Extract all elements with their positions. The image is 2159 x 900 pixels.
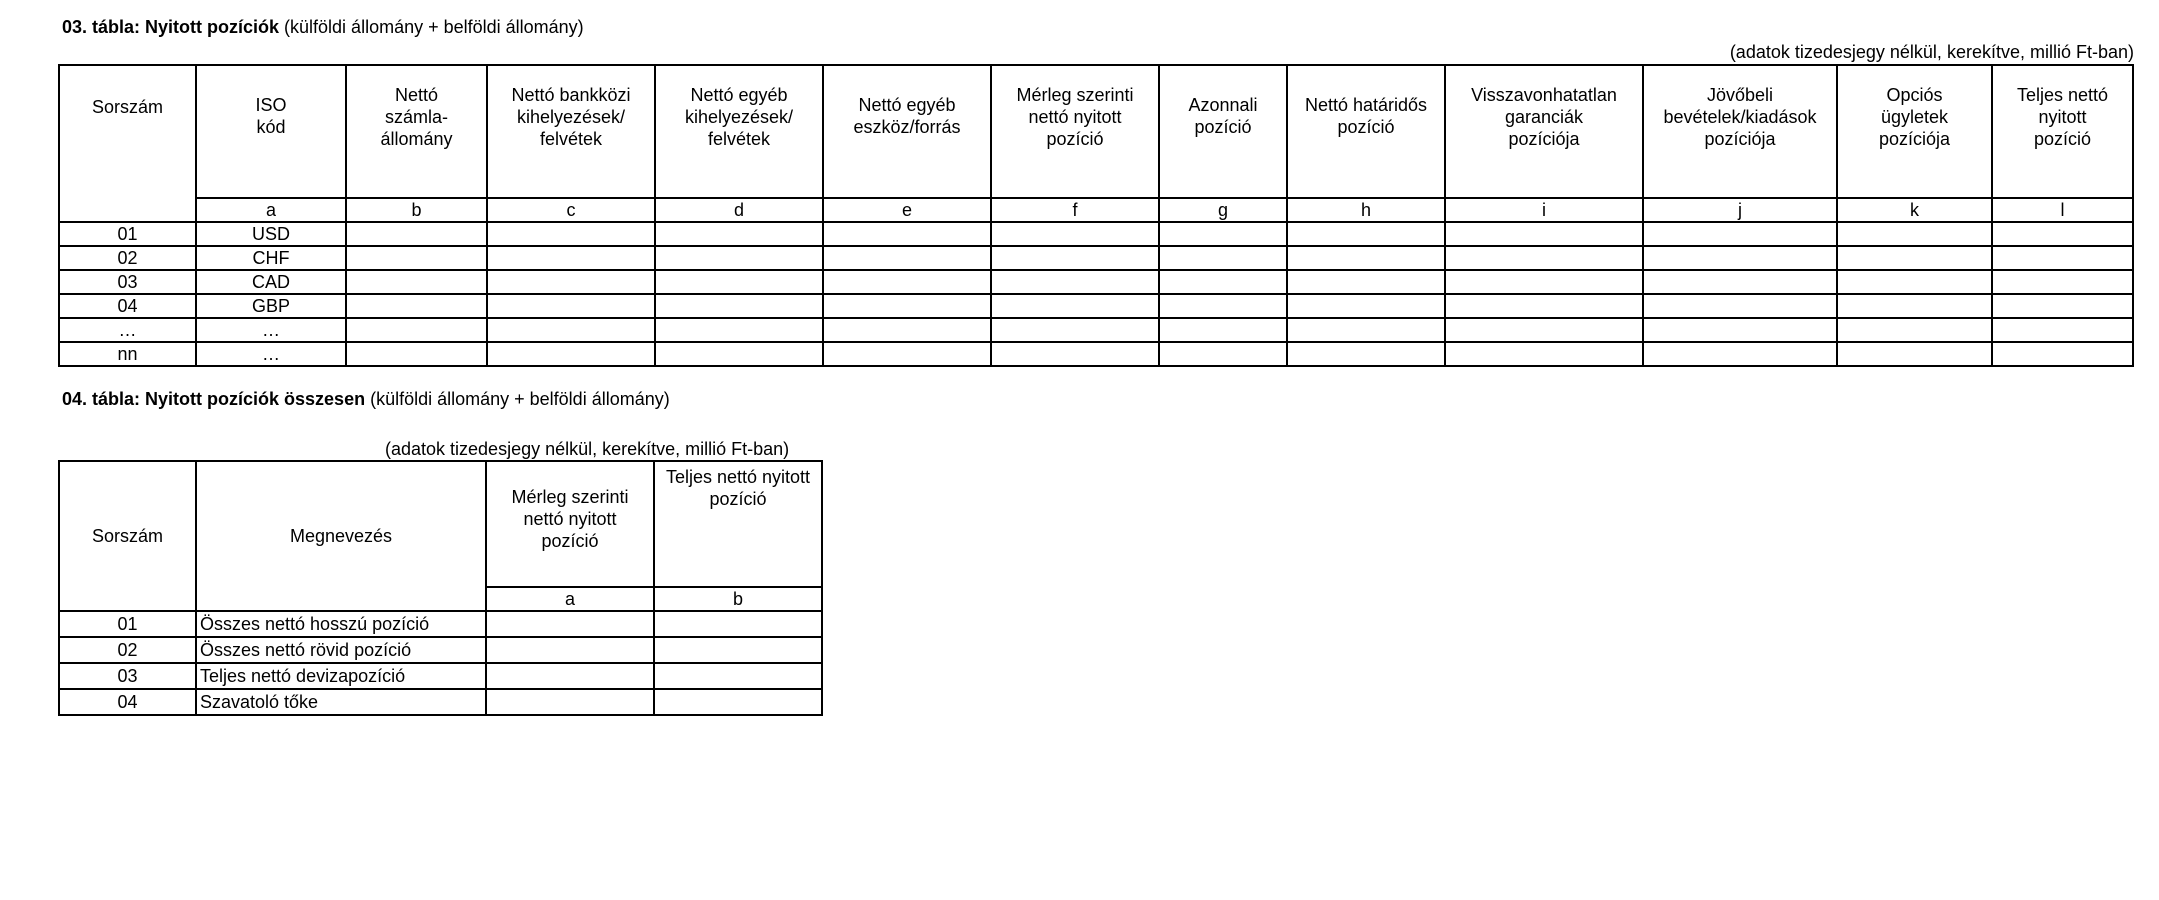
table1-header-col-i-line: Visszavonhatatlan bbox=[1471, 85, 1617, 105]
table1-data-cell[interactable] bbox=[1287, 342, 1445, 366]
table1-data-cell[interactable] bbox=[346, 342, 487, 366]
table1-data-cell[interactable] bbox=[487, 294, 655, 318]
table1-data-cell[interactable] bbox=[655, 222, 823, 246]
table1-header-col-c-line: kihelyezések/ bbox=[516, 107, 626, 127]
table1-data-cell[interactable] bbox=[346, 318, 487, 342]
table1-row-number: 04 bbox=[59, 294, 196, 318]
table1-row-number: … bbox=[59, 318, 196, 342]
table2-caption-subtitle: (külföldi állomány + belföldi állomány) bbox=[365, 389, 670, 409]
table1-data-cell[interactable] bbox=[1159, 270, 1287, 294]
table1-data-cell[interactable] bbox=[991, 246, 1159, 270]
table1-data-cell[interactable] bbox=[1445, 222, 1643, 246]
table2-header-sorszam: Sorszám bbox=[59, 461, 196, 611]
table1-col-letter-k: k bbox=[1837, 198, 1992, 222]
table-row bbox=[59, 318, 2133, 342]
table1-data-cell[interactable] bbox=[1837, 222, 1992, 246]
table2-data-cell[interactable] bbox=[486, 663, 654, 689]
table2-data-cell[interactable] bbox=[486, 689, 654, 715]
table1-row-iso-code: … bbox=[196, 342, 346, 366]
table2-header-megnevezes: Megnevezés bbox=[196, 461, 486, 611]
table2-row-number: 04 bbox=[59, 689, 196, 715]
table1-row-iso-code: USD bbox=[196, 222, 346, 246]
table1-col-letter-e: e bbox=[823, 198, 991, 222]
table1-data-cell[interactable] bbox=[1837, 318, 1992, 342]
table1-header-col-b bbox=[346, 65, 487, 198]
table1-header-col-k-line: Opciós bbox=[1886, 85, 1943, 105]
table1-data-cell[interactable] bbox=[655, 246, 823, 270]
table1-header-col-b-line: számla- bbox=[384, 107, 448, 127]
table1-data-cell[interactable] bbox=[487, 270, 655, 294]
table1-data-cell[interactable] bbox=[823, 222, 991, 246]
table1-data-cell[interactable] bbox=[1643, 246, 1837, 270]
table1-header-col-d-line: kihelyezések/ bbox=[684, 107, 794, 127]
table1-header-col-j-line: pozíciója bbox=[1704, 129, 1776, 149]
table1-data-cell[interactable] bbox=[487, 246, 655, 270]
table1-header-col-d-line: felvétek bbox=[707, 129, 771, 149]
table1-row-number: nn bbox=[59, 342, 196, 366]
table1-data-cell[interactable] bbox=[991, 270, 1159, 294]
table1-data-cell[interactable] bbox=[1159, 318, 1287, 342]
table1-data-cell[interactable] bbox=[1643, 270, 1837, 294]
table1-row-iso-code: CHF bbox=[196, 246, 346, 270]
table1-data-cell[interactable] bbox=[1287, 318, 1445, 342]
table1-header-col-g-line: Azonnali bbox=[1188, 95, 1258, 115]
table1-data-cell[interactable] bbox=[1445, 318, 1643, 342]
table1-data-cell[interactable] bbox=[655, 342, 823, 366]
table1-header-col-l-line: Teljes nettó bbox=[2016, 85, 2109, 105]
table1-data-cell[interactable] bbox=[991, 222, 1159, 246]
table1-header-col-c-line: Nettó bankközi bbox=[511, 85, 631, 105]
table1-header-col-a-line: kód bbox=[256, 117, 286, 137]
table2-row-number: 02 bbox=[59, 637, 196, 663]
table1-row-number: 02 bbox=[59, 246, 196, 270]
table1-header-col-e bbox=[823, 65, 991, 198]
table1-data-cell[interactable] bbox=[1159, 222, 1287, 246]
table2-header-col-b-line: pozíció bbox=[709, 489, 767, 509]
table1-caption bbox=[62, 17, 584, 38]
table1-header-col-j-line: bevételek/kiadások bbox=[1663, 107, 1817, 127]
table1-header-col-l-line: nyitott bbox=[2038, 107, 2087, 127]
table2-data-cell[interactable] bbox=[654, 689, 822, 715]
table1-col-letter-j: j bbox=[1643, 198, 1837, 222]
table1-header-col-g bbox=[1159, 65, 1287, 198]
table-row bbox=[59, 222, 2133, 246]
table1-data-cell[interactable] bbox=[1992, 318, 2133, 342]
table1-data-cell[interactable] bbox=[991, 342, 1159, 366]
table1-header-col-i-line: pozíciója bbox=[1508, 129, 1580, 149]
table1-data-cell[interactable] bbox=[823, 342, 991, 366]
table1-col-letter-d: d bbox=[655, 198, 823, 222]
table1-data-cell[interactable] bbox=[1159, 342, 1287, 366]
table1-header-col-l bbox=[1992, 65, 2133, 198]
table1-header-col-f-line: nettó nyitott bbox=[1028, 107, 1122, 127]
table1-header-col-j bbox=[1643, 65, 1837, 198]
table1-data-cell[interactable] bbox=[1992, 246, 2133, 270]
table2-data-cell[interactable] bbox=[486, 611, 654, 637]
table1-data-cell[interactable] bbox=[1837, 246, 1992, 270]
table1-row-iso-code: CAD bbox=[196, 270, 346, 294]
table1-caption-subtitle: (külföldi állomány + belföldi állomány) bbox=[279, 17, 584, 37]
table1-data-cell[interactable] bbox=[1992, 222, 2133, 246]
table1-header-col-k-line: pozíciója bbox=[1878, 129, 1951, 149]
table-row bbox=[59, 246, 2133, 270]
table1-header-col-k-line: ügyletek bbox=[1880, 107, 1949, 127]
table2-header-col-a-line: nettó nyitott bbox=[523, 509, 617, 529]
table1-header-col-k bbox=[1837, 65, 1992, 198]
table1-header-col-f-line: pozíció bbox=[1046, 129, 1104, 149]
table1-data-cell[interactable] bbox=[823, 294, 991, 318]
table2-caption-title: 04. tábla: Nyitott pozíciók összesen bbox=[62, 389, 366, 409]
table1-data-cell[interactable] bbox=[346, 294, 487, 318]
table1-data-cell[interactable] bbox=[823, 318, 991, 342]
table-row bbox=[59, 294, 2133, 318]
table1-data-cell[interactable] bbox=[346, 222, 487, 246]
table1-data-cell[interactable] bbox=[346, 246, 487, 270]
table1-row-number: 01 bbox=[59, 222, 196, 246]
table1-data-cell[interactable] bbox=[991, 294, 1159, 318]
table2-data-cell[interactable] bbox=[654, 611, 822, 637]
table1-header-col-h-line: Nettó határidős bbox=[1304, 95, 1428, 115]
table1-data-cell[interactable] bbox=[487, 222, 655, 246]
table1-header-col-a bbox=[196, 65, 346, 198]
table1-data-cell[interactable] bbox=[991, 318, 1159, 342]
table1-data-cell[interactable] bbox=[1445, 246, 1643, 270]
table1-data-cell[interactable] bbox=[487, 342, 655, 366]
table1-header-col-e-line: Nettó egyéb bbox=[858, 95, 956, 115]
table1-data-cell[interactable] bbox=[1837, 294, 1992, 318]
table1-header-col-f-line: Mérleg szerinti bbox=[1016, 85, 1134, 105]
table1-data-cell[interactable] bbox=[1992, 294, 2133, 318]
table2-col-letter-a: a bbox=[486, 587, 654, 611]
table2-row-name: Összes nettó rövid pozíció bbox=[196, 637, 486, 663]
table2-data-cell[interactable] bbox=[654, 663, 822, 689]
table1-col-letter-h: h bbox=[1287, 198, 1445, 222]
table1-header-col-b-line: állomány bbox=[380, 129, 453, 149]
table2-data-cell[interactable] bbox=[654, 637, 822, 663]
table1-data-cell[interactable] bbox=[1287, 270, 1445, 294]
table1-data-cell[interactable] bbox=[1992, 342, 2133, 366]
table1-data-cell[interactable] bbox=[1445, 342, 1643, 366]
table1-header-col-d-line: Nettó egyéb bbox=[690, 85, 788, 105]
table2-open-positions-total bbox=[58, 460, 823, 716]
table-row bbox=[59, 270, 2133, 294]
table2-row-number: 03 bbox=[59, 663, 196, 689]
table1-data-cell[interactable] bbox=[1287, 294, 1445, 318]
table1-header-col-h-line: pozíció bbox=[1337, 117, 1395, 137]
table1-data-cell[interactable] bbox=[655, 294, 823, 318]
table2-header-col-b bbox=[654, 461, 822, 587]
table1-header-col-c bbox=[487, 65, 655, 198]
table1-row-iso-code: … bbox=[196, 318, 346, 342]
table1-row-iso-code: GBP bbox=[196, 294, 346, 318]
table1-col-letter-f: f bbox=[991, 198, 1159, 222]
table-row bbox=[59, 663, 822, 689]
table1-col-letter-g: g bbox=[1159, 198, 1287, 222]
table-row bbox=[59, 637, 822, 663]
table1-open-positions bbox=[58, 64, 2134, 367]
table2-caption bbox=[62, 389, 670, 410]
table1-data-cell[interactable] bbox=[487, 318, 655, 342]
table2-header-col-b-line: Teljes nettó nyitott bbox=[665, 467, 811, 487]
table1-header-col-i bbox=[1445, 65, 1643, 198]
table1-unit-note: (adatok tizedesjegy nélkül, kerekítve, millió Ft-ban) bbox=[1729, 42, 2134, 62]
table2-unit-note: (adatok tizedesjegy nélkül, kerekítve, millió Ft-ban) bbox=[385, 439, 790, 459]
table1-header-col-l-line: pozíció bbox=[2033, 129, 2092, 149]
table1-header-col-j-line: Jövőbeli bbox=[1706, 85, 1774, 105]
table1-header-col-d bbox=[655, 65, 823, 198]
table1-caption-title: 03. tábla: Nyitott pozíciók bbox=[62, 17, 280, 37]
table1-data-cell[interactable] bbox=[1643, 318, 1837, 342]
table1-col-letter-i: i bbox=[1445, 198, 1643, 222]
table2-row-name: Teljes nettó devizapozíció bbox=[196, 663, 486, 689]
table1-row-number: 03 bbox=[59, 270, 196, 294]
table2-data-cell[interactable] bbox=[486, 637, 654, 663]
table2-row-number: 01 bbox=[59, 611, 196, 637]
table1-data-cell[interactable] bbox=[346, 270, 487, 294]
table1-header-col-a-line: ISO bbox=[255, 95, 287, 115]
table1-data-cell[interactable] bbox=[1643, 222, 1837, 246]
table1-header-col-e-line: eszköz/forrás bbox=[853, 117, 961, 137]
table1-data-cell[interactable] bbox=[1287, 246, 1445, 270]
table1-header-col-b-line: Nettó bbox=[394, 85, 439, 105]
table2-row-name: Összes nettó hosszú pozíció bbox=[196, 611, 486, 637]
table2-col-letter-b: b bbox=[654, 587, 822, 611]
table1-col-letter-b: b bbox=[346, 198, 487, 222]
table1-data-cell[interactable] bbox=[823, 246, 991, 270]
table1-header-col-i-line: garanciák bbox=[1504, 107, 1584, 127]
table1-header-sorszam: Sorszám bbox=[59, 65, 196, 222]
table1-data-cell[interactable] bbox=[1992, 270, 2133, 294]
table2-header-col-a-line: pozíció bbox=[541, 531, 599, 551]
table1-data-cell[interactable] bbox=[1837, 270, 1992, 294]
table1-header-col-h bbox=[1287, 65, 1445, 198]
table1-header-col-g-line: pozíció bbox=[1194, 117, 1252, 137]
table1-data-cell[interactable] bbox=[1445, 270, 1643, 294]
table1-data-cell[interactable] bbox=[1643, 342, 1837, 366]
table1-col-letter-c: c bbox=[487, 198, 655, 222]
table1-col-letter-l: l bbox=[1992, 198, 2133, 222]
table1-data-cell[interactable] bbox=[1643, 294, 1837, 318]
table-row bbox=[59, 689, 822, 715]
table2-header-col-a-line: Mérleg szerinti bbox=[511, 487, 629, 507]
table1-data-cell[interactable] bbox=[1837, 342, 1992, 366]
table1-data-cell[interactable] bbox=[1159, 246, 1287, 270]
table2-header-col-a bbox=[486, 461, 654, 587]
table1-data-cell[interactable] bbox=[655, 270, 823, 294]
table1-data-cell[interactable] bbox=[823, 270, 991, 294]
table-row bbox=[59, 342, 2133, 366]
table1-data-cell[interactable] bbox=[655, 318, 823, 342]
table2-row-name: Szavatoló tőke bbox=[196, 689, 486, 715]
table1-col-letter-a: a bbox=[196, 198, 346, 222]
table1-data-cell[interactable] bbox=[1159, 294, 1287, 318]
table-row bbox=[59, 611, 822, 637]
table1-header-col-f bbox=[991, 65, 1159, 198]
table1-header-col-c-line: felvétek bbox=[539, 129, 603, 149]
table1-data-cell[interactable] bbox=[1287, 222, 1445, 246]
table1-data-cell[interactable] bbox=[1445, 294, 1643, 318]
